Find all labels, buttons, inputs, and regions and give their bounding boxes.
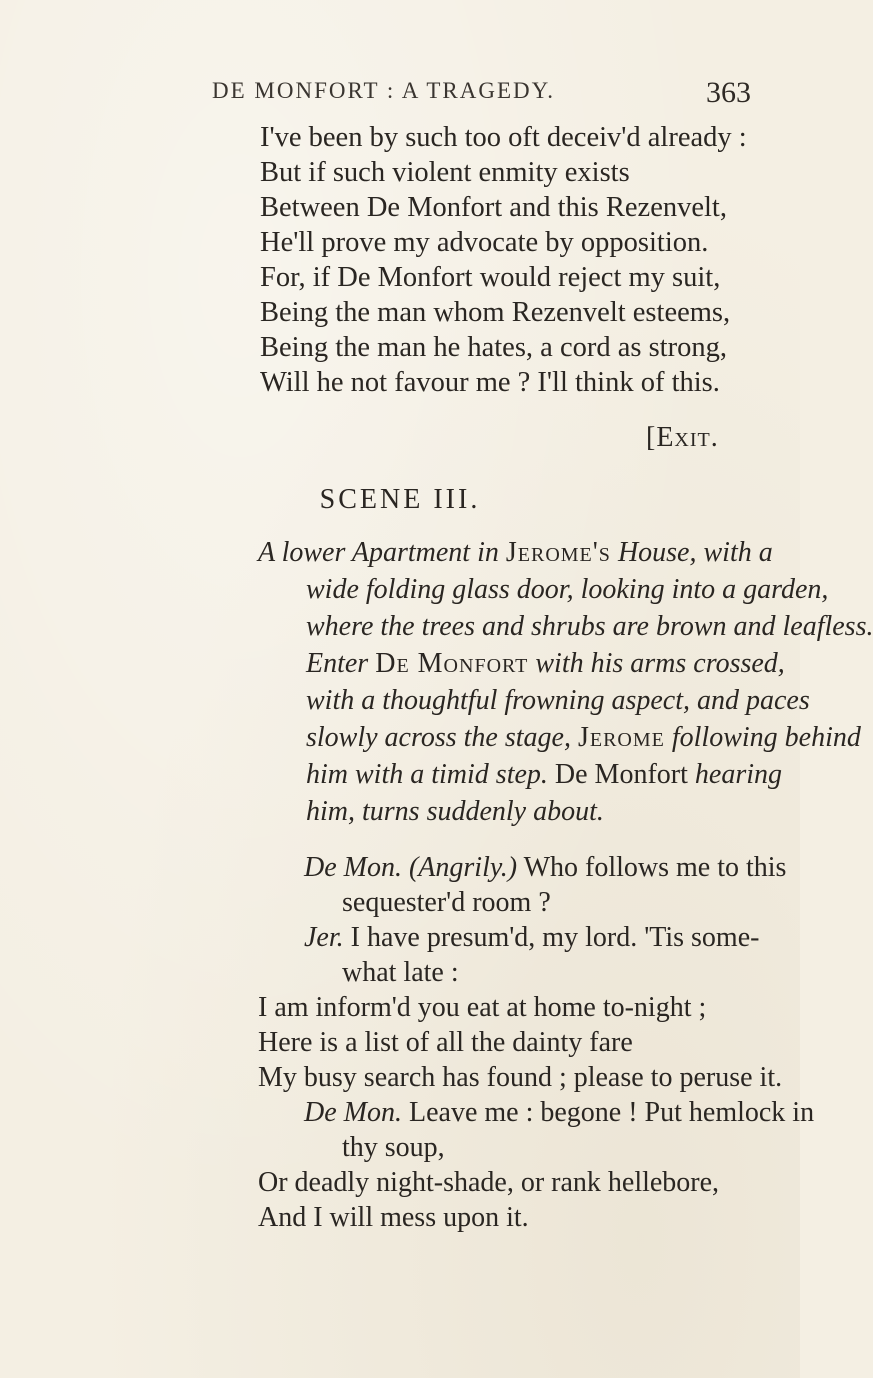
direction-line: [258, 645, 785, 682]
dialogue-block: [258, 850, 815, 1235]
direction-text: following behind: [664, 722, 861, 753]
dialogue-line: sequester'd room ?: [342, 887, 551, 918]
verse-line: Between De Monfort and this Rezenvelt,: [260, 192, 727, 223]
direction-line: [258, 756, 782, 793]
character-name: De Monfort: [554, 759, 688, 790]
direction-text: hearing: [687, 759, 782, 790]
dialogue-line: Here is a list of all the dainty fare: [258, 1027, 633, 1058]
verse-line: Will he not favour me ? I'll think of this.: [260, 367, 720, 398]
direction-text: slowly across the stage,: [306, 722, 578, 753]
dialogue-line: [258, 850, 787, 885]
direction-line: him, turns suddenly about.: [306, 796, 604, 827]
speech-text: I have presum'd, my lord. 'Tis some-: [343, 922, 760, 953]
verse-line: For, if De Monfort would reject my suit,: [260, 262, 721, 293]
verse-line: But if such violent enmity exists: [260, 157, 630, 188]
inline-direction: (Angrily.): [408, 852, 518, 883]
verse-line: He'll prove my advocate by opposition.: [260, 227, 709, 258]
dialogue-line: I am inform'd you eat at home to-night ;: [258, 992, 707, 1023]
speaker-name: De Mon.: [304, 1097, 402, 1128]
speech-text: Leave me : begone ! Put hemlock in: [401, 1097, 815, 1128]
speaker-name: Jer.: [304, 922, 344, 953]
dialogue-line: And I will mess upon it.: [258, 1202, 529, 1233]
direction-line: where the trees and shrubs are brown and leafless.: [306, 611, 873, 642]
direction-line: [258, 534, 778, 571]
direction-line: wide folding glass door, looking into a garden,: [306, 574, 829, 605]
verse-line: Being the man whom Rezenvelt esteems,: [260, 297, 731, 328]
verse-block: [260, 120, 780, 400]
direction-text: Enter: [306, 648, 376, 679]
verse-line: Being the man he hates, a cord as strong,: [260, 332, 727, 363]
speaker-name: De Mon.: [304, 852, 402, 883]
direction-text: him with a timid step.: [306, 759, 555, 790]
character-name: De Monfort: [375, 648, 529, 679]
page-number: 363: [706, 76, 751, 109]
direction-text: House, with a: [610, 537, 773, 568]
dialogue-line: Or deadly night-shade, or rank hellebore,: [258, 1167, 720, 1198]
dialogue-line: thy soup,: [342, 1132, 445, 1163]
direction-line: [258, 719, 861, 756]
dialogue-line: [258, 920, 778, 955]
character-name: Jerome's: [505, 537, 611, 568]
character-name: Jerome: [577, 722, 665, 753]
stage-direction: [258, 534, 873, 830]
dialogue-line: [258, 1095, 815, 1130]
running-head: [0, 78, 800, 112]
scene-heading: SCENE III.: [319, 484, 481, 515]
dialogue-line: what late :: [342, 957, 459, 988]
direction-text: A lower Apartment in: [258, 537, 506, 568]
speech-text: Who follows me to this: [517, 852, 787, 883]
direction-line: with a thoughtful frowning aspect, and paces: [306, 685, 810, 716]
running-title: DE MONFORT : A TRAGEDY.: [212, 78, 556, 103]
dialogue-line: My busy search has found ; please to peruse it.: [258, 1062, 783, 1093]
exit-direction: [Exit.: [646, 422, 719, 453]
direction-text: with his arms crossed,: [528, 648, 785, 679]
verse-line: I've been by such too oft deceiv'd already :: [260, 122, 747, 153]
